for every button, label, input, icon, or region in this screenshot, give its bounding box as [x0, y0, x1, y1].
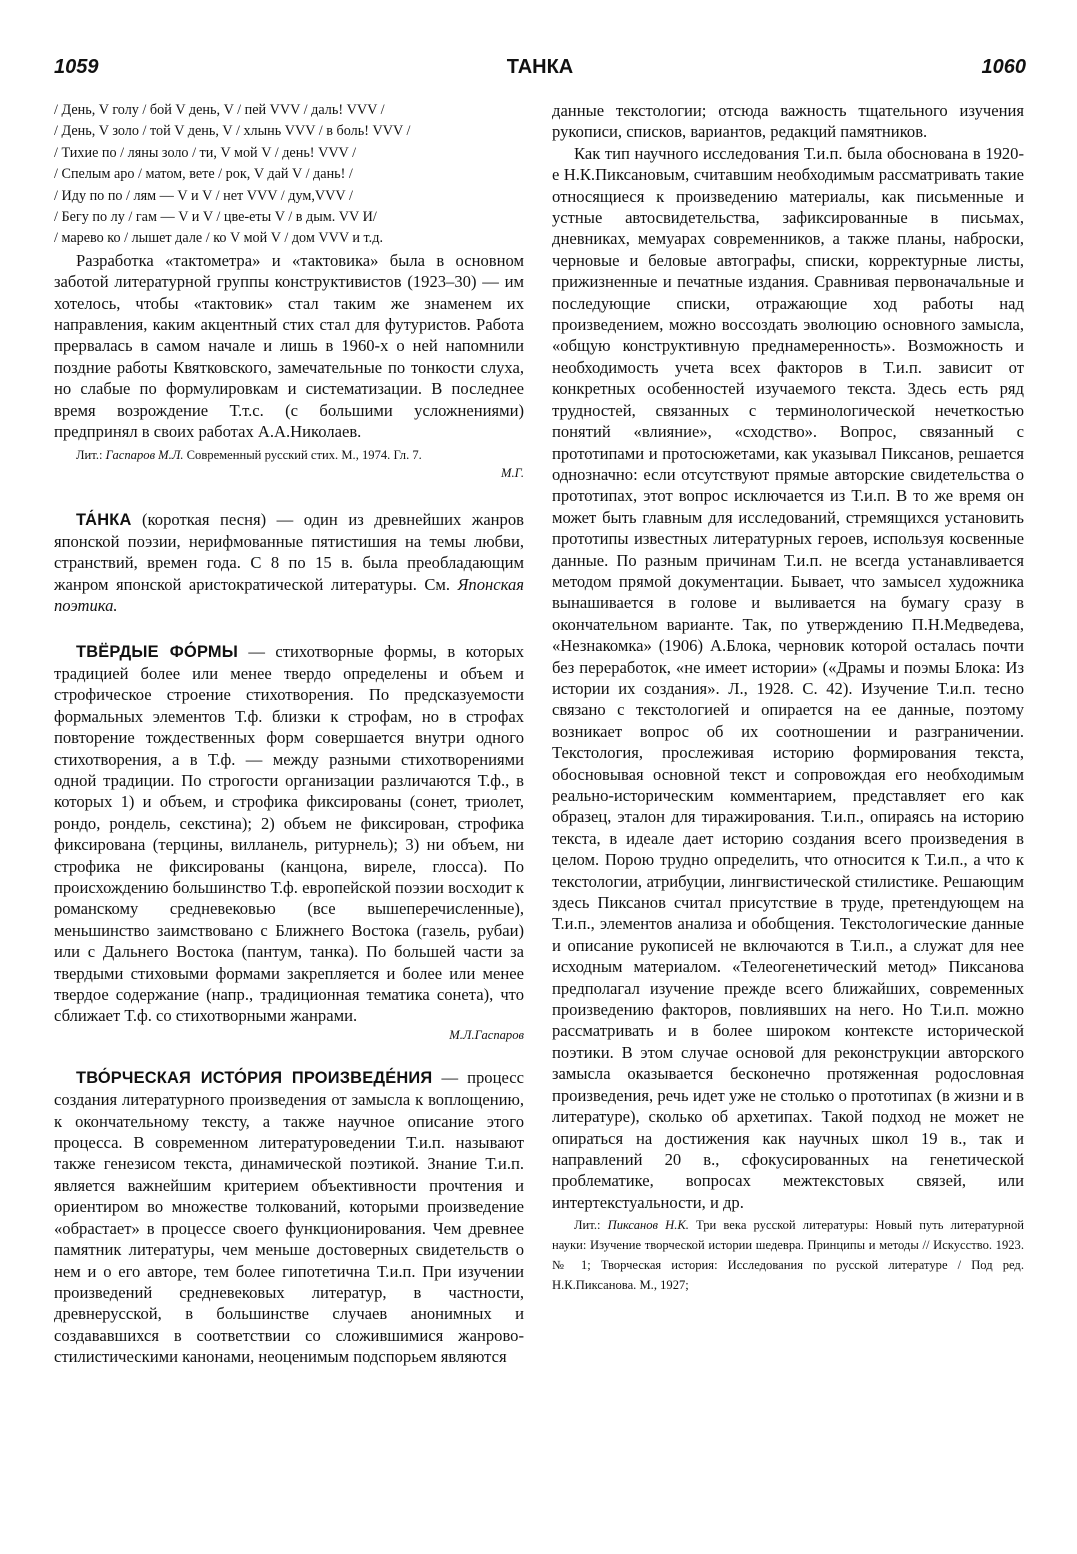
page-header	[54, 56, 1026, 92]
running-title: ТАНКА	[506, 56, 574, 78]
cross-reference: Японская поэтика.	[54, 574, 524, 616]
verse-line: / марево ко / лышет дале / ко V мой V / дом VVV и т.д.	[54, 230, 383, 247]
verse-example	[54, 100, 524, 250]
entry-headword: ТА́НКА	[76, 510, 132, 529]
author-signature: М.Г.	[500, 465, 524, 480]
page-number-left: 1059	[54, 56, 99, 78]
paragraph: Как тип научного исследования Т.и.п. была обоснована в 1920-е Н.К.Пиксановым, считавшим необходимым рассматривать такие относящиеся к произведению материалы, как письменные и устные автосвидетельства, зафиксированные в письмах, дневниках, мемуарах современников, а также планы, наброски, черновые и беловые автографы, списки, корректурные листы, прижизненные и печатные издания. Сравнивая первоначальные и последующие списки, отражающие ход работы над произведением, можно воссоздать эволюцию основного замысла, «общую конструктивную преднамеренность». Возможность и необходимость учета всех факторов в Т.и.п. зависит от конкретных особенностей изучаемого текста. Здесь есть ряд трудностей, связанных с терминологической нечеткостью понятий «влияние», «сходство». Вопрос, связанный с прототипами и протосюжетами, как указывал Пиксанов, решается однозначно: если отсутствуют прямые авторские свидетельства о прототипах, этот вопрос исключается из Т.и.п. В то же время он может быть главным для исследований, стремящихся установить прототипы известных литературных героев, используя косвенные данные. По разным причинам Т.и.п. не всегда устанавливается методом прямой документации. Бывает, что замысел художника вынашивается в голове и выливается на бумагу сразу в окончательном варианте. Так, по утверждению П.Н.Медведева, «Незнакомка» (1906) А.Блока, черновик которой осталась почти без переработок, «не имеет истории» («Драмы и поэмы Блока: Из истории их создания». Л., 1928. С. 42). Изучение Т.и.п. тесно связано с текстологией и опирается на ее данные, поэтому возникает вопрос об их соотношении и разграничении. Текстология, прослеживая историю формирования текста, обосновывая основной текст и сопровождая его необходимым реально-историческим комментарием, представляет его как образец, эталон для тиражирования. Т.и.п., опираясь на историю текста, в идеале дает историю создания всего произведения в целом. Порою трудно определить, что относится к Т.и.п., а что к текстологии, атрибуции, лингвистической стилистике. Решающим здесь Пиксанов считал присутствие в труде, претендующем на Т.и.п., элементов анализа и обобщения. Текстологические данные и описание рукописей не включаются в Т.и.п., а служат для нее исходным материалом. «Телеогенетический метод» Пиксанова предполагал изучение прежде всего ближайших, современных произведению факторов, повлиявших на него. Но Т.и.п. можно рассматривать и в более широком контексте исторической поэтики. В этом случае основой для реконструкции авторского замысла оказывается бесконечно протяженная родословная произведения, речь идет уже не столько о прототипах (в жизни и в литературе), сколько об архетипах. Такой подход не может не опираться на достижения как научных школ 19 в., так и направлений 20 в., сфокусированных на генетической проблематике, вопросах межтекстовых связей, или интертекстуальности, и др.	[552, 143, 1024, 1212]
paragraph: данные текстологии; отсюда важность тщательного изучения рукописи, списков, вариантов, редакций памятников.	[552, 101, 1024, 142]
verse-line: / Спелым аро / матом, вете / рок, V дай V / дань! /	[54, 166, 353, 183]
literature-note: Лит.: Гаспаров М.Л. Современный русский стих. М., 1974. Гл. 7.	[76, 447, 422, 462]
verse-line: / Тихие по / ляны золо / ти, V мой V / день! VVV /	[54, 144, 357, 161]
verse-line: / Бегу по лу / гам — V и V / цве-еты V / в дым. VV И/	[54, 209, 377, 226]
literature-note: Лит.: Пиксанов Н.К. Три века русской литературы: Новый путь литературной науки: Изучение творческой истории шедевра. Принципы и методы // Искусство. 1923. № 1; Творческая история: Исследования по русской литературе / Под ред. Н.К.Пиксанова. М., 1927;	[552, 1218, 1025, 1293]
right-column	[552, 100, 1024, 1295]
paragraph: Разработка «тактометра» и «тактовика» была в основном заботой литературной группы конструктивистов (1923–30) — им хотелось, чтобы «тактовик» стал таким же знаменем их направления, каким акцентный стих стал для футуристов. Работа прервалась в самом начале и лишь в 1960-х о ней напомнили поздние работы Квятковского, замечательные по тонкости слуха, но слабые по формулировкам и систематизации. В последнее время возрождение Т.т.с. (с большими усложнениями) предпринял в своих работах А.А.Николаев.	[54, 250, 524, 442]
verse-line: / Иду по по / лям — V и V / нет VVV / дум,VVV /	[54, 187, 353, 204]
page-number-right: 1060	[981, 56, 1026, 78]
left-column	[54, 100, 524, 1368]
verse-line: / День, V золо / той V день, V / хлынь VVV / в боль! VVV /	[54, 123, 411, 140]
entry-creative-history: ТВО́РЧЕСКАЯ ИСТО́РИЯ ПРОИЗВЕДЕ́НИЯ — процесс создания литературного произведения от замысла к воплощению, к окончательному тексту, а также научное описание этого процесса. В современном литературоведении Т.и.п. называют также генезисом текста, динамической поэтикой. Знание Т.и.п. является важнейшим критерием объективности прочтения и ориентиром во множестве толкований, которыми произведение «обрастает» в процессе своего функционирования. Чем древнее памятник литературы, чем меньше достоверных свидетельств о нем и о его авторе, тем более гипотетична Т.и.п. При изучении произведений средневековых литератур, в частности, древнерусской, в большинстве случаев анонимных и создававшихся в соответствии со сложившимися жанрово-стилистическими канонами, неоценимым подспорьем являются	[54, 1067, 524, 1367]
entry-headword: ТВЁРДЫЕ ФО́РМЫ	[76, 642, 238, 661]
entry-tanka: ТА́НКА (короткая песня) — один из древнейших жанров японской поэзии, нерифмованные пятистишия на темы любви, странствий, времен года. С 8 по 15 в. была преобладающим жанром японской аристократической литературы. См. Японская поэтика.	[54, 509, 524, 616]
author-signature: М.Л.Гаспаров	[449, 1027, 524, 1042]
entry-fixed-forms: ТВЁРДЫЕ ФО́РМЫ — стихотворные формы, в которых традицией более или менее твердо определены и объем и строфическое строение стихотворения. По предсказуемости формальных элементов Т.ф. близки к строфам, но в строфах повторение тождественных форм совершается внутри одного стихотворения, а в Т.ф. — между разными стихотворениями одной традиции. По строгости организации различаются Т.ф., в которых 1) и объем, и строфика фиксированы (сонет, триолет, рондо, рондель, секстина); 2) объем не фиксирован, строфика фиксирована (терцины, вилланель, ритурнель); 3) ни объем, ни строфика не фиксированы (канцона, виреле, глосса). По происхождению большинство Т.ф. европейской поэзии восходит к романскому средневековью (все вышеперечисленные), меньшинство заимствовано с Ближнего Востока (газель, рубаи) или с Дальнего Востока (пантум, танка). По большей части за твердыми стиховыми формами закрепляется и более или менее твердое содержание (напр., традиционная тематика сонета), что сближает Т.ф. со стихотворными жанрами.	[54, 641, 524, 1026]
entry-headword: ТВО́РЧЕСКАЯ ИСТО́РИЯ ПРОИЗВЕДЕ́НИЯ	[76, 1068, 433, 1087]
verse-line: / День, V голу / бой V день, V / пей VVV / даль! VVV /	[54, 102, 385, 118]
